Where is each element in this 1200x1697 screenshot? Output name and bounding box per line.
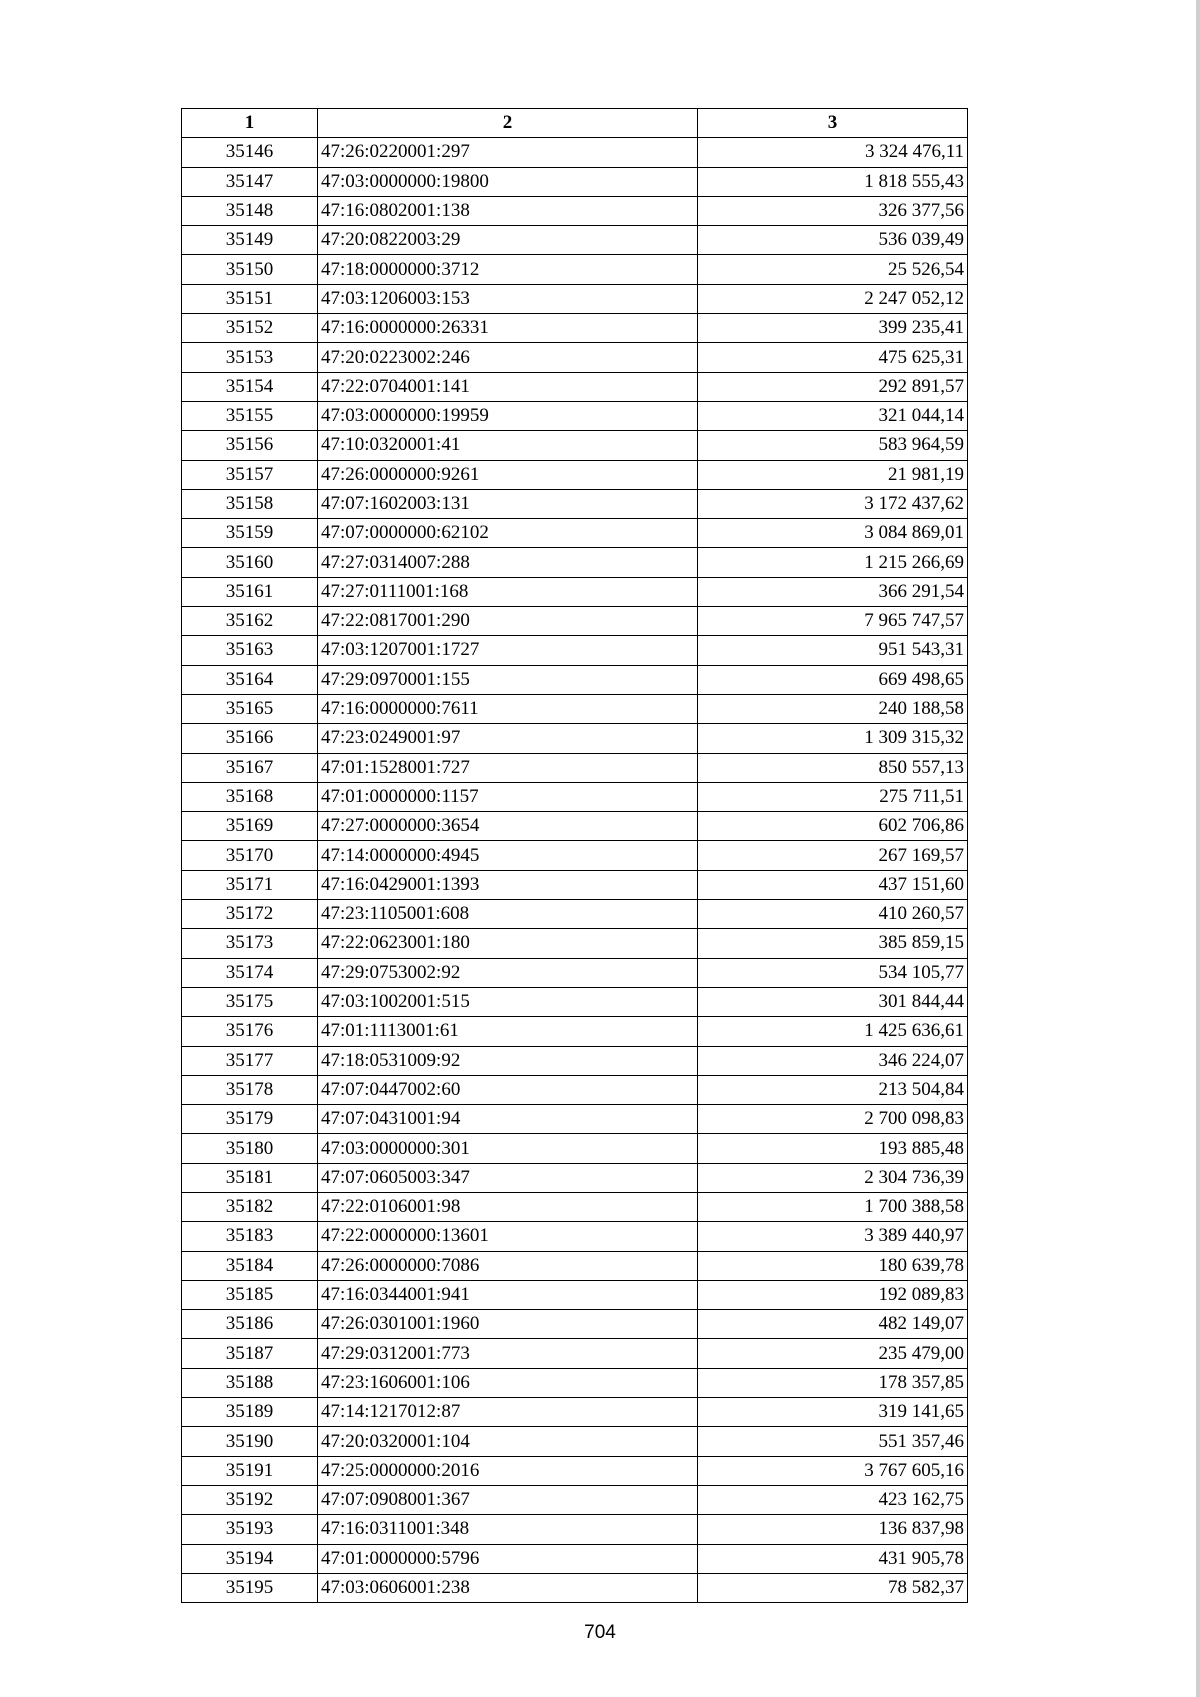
table-row (182, 1485, 968, 1514)
row-number-cell: 35191 (182, 1456, 318, 1485)
table-row (182, 1105, 968, 1134)
row-number-cell: 35156 (182, 431, 318, 460)
table-row (182, 1515, 968, 1544)
cadastral-number-cell: 47:18:0000000:3712 (318, 255, 698, 284)
value-cell: 423 162,75 (698, 1485, 968, 1514)
table-row (182, 870, 968, 899)
cadastral-number-cell: 47:07:0605003:347 (318, 1163, 698, 1192)
cadastral-number-cell: 47:26:0000000:9261 (318, 460, 698, 489)
value-cell: 2 304 736,39 (698, 1163, 968, 1192)
cadastral-number-cell: 47:07:0431001:94 (318, 1105, 698, 1134)
value-cell: 1 425 636,61 (698, 1017, 968, 1046)
value-cell: 3 767 605,16 (698, 1456, 968, 1485)
value-cell: 431 905,78 (698, 1544, 968, 1573)
cadastral-number-cell: 47:27:0111001:168 (318, 577, 698, 606)
row-number-cell: 35190 (182, 1427, 318, 1456)
cadastral-number-cell: 47:20:0223002:246 (318, 343, 698, 372)
cadastral-number-cell: 47:23:0249001:97 (318, 724, 698, 753)
row-number-cell: 35175 (182, 987, 318, 1016)
table-row (182, 929, 968, 958)
table-row (182, 665, 968, 694)
row-number-cell: 35189 (182, 1398, 318, 1427)
value-cell: 1 215 266,69 (698, 548, 968, 577)
value-cell: 7 965 747,57 (698, 607, 968, 636)
row-number-cell: 35180 (182, 1134, 318, 1163)
cadastral-number-cell: 47:18:0531009:92 (318, 1046, 698, 1075)
value-cell: 410 260,57 (698, 900, 968, 929)
column-header-1: 1 (182, 109, 318, 138)
table-row (182, 958, 968, 987)
cadastral-number-cell: 47:22:0106001:98 (318, 1192, 698, 1221)
value-cell: 482 149,07 (698, 1310, 968, 1339)
row-number-cell: 35167 (182, 753, 318, 782)
value-cell: 240 188,58 (698, 694, 968, 723)
column-header-2: 2 (318, 109, 698, 138)
table-row (182, 1222, 968, 1251)
value-cell: 275 711,51 (698, 782, 968, 811)
row-number-cell: 35152 (182, 314, 318, 343)
table-row (182, 841, 968, 870)
table-row (182, 636, 968, 665)
row-number-cell: 35194 (182, 1544, 318, 1573)
value-cell: 3 172 437,62 (698, 489, 968, 518)
value-cell: 319 141,65 (698, 1398, 968, 1427)
row-number-cell: 35155 (182, 401, 318, 430)
value-cell: 301 844,44 (698, 987, 968, 1016)
table-row (182, 401, 968, 430)
table-row (182, 284, 968, 313)
row-number-cell: 35195 (182, 1573, 318, 1602)
cadastral-number-cell: 47:07:1602003:131 (318, 489, 698, 518)
value-cell: 385 859,15 (698, 929, 968, 958)
cadastral-number-cell: 47:22:0623001:180 (318, 929, 698, 958)
row-number-cell: 35178 (182, 1075, 318, 1104)
header-row (182, 109, 968, 138)
row-number-cell: 35165 (182, 694, 318, 723)
table-row (182, 577, 968, 606)
column-header-3: 3 (698, 109, 968, 138)
row-number-cell: 35163 (182, 636, 318, 665)
row-number-cell: 35146 (182, 138, 318, 167)
cadastral-number-cell: 47:14:0000000:4945 (318, 841, 698, 870)
value-cell: 267 169,57 (698, 841, 968, 870)
table-row (182, 724, 968, 753)
table-row (182, 431, 968, 460)
row-number-cell: 35193 (182, 1515, 318, 1544)
row-number-cell: 35177 (182, 1046, 318, 1075)
row-number-cell: 35169 (182, 812, 318, 841)
value-cell: 399 235,41 (698, 314, 968, 343)
row-number-cell: 35161 (182, 577, 318, 606)
row-number-cell: 35182 (182, 1192, 318, 1221)
value-cell: 3 324 476,11 (698, 138, 968, 167)
cadastral-number-cell: 47:03:0000000:19800 (318, 167, 698, 196)
cadastral-number-cell: 47:01:0000000:5796 (318, 1544, 698, 1573)
value-cell: 292 891,57 (698, 372, 968, 401)
row-number-cell: 35157 (182, 460, 318, 489)
row-number-cell: 35184 (182, 1251, 318, 1280)
table-row (182, 372, 968, 401)
value-cell: 536 039,49 (698, 226, 968, 255)
value-cell: 437 151,60 (698, 870, 968, 899)
cadastral-number-cell: 47:16:0344001:941 (318, 1280, 698, 1309)
value-cell: 1 818 555,43 (698, 167, 968, 196)
value-cell: 534 105,77 (698, 958, 968, 987)
row-number-cell: 35173 (182, 929, 318, 958)
cadastral-number-cell: 47:03:1002001:515 (318, 987, 698, 1016)
value-cell: 193 885,48 (698, 1134, 968, 1163)
row-number-cell: 35158 (182, 489, 318, 518)
cadastral-number-cell: 47:01:1528001:727 (318, 753, 698, 782)
value-cell: 583 964,59 (698, 431, 968, 460)
value-cell: 25 526,54 (698, 255, 968, 284)
value-cell: 1 700 388,58 (698, 1192, 968, 1221)
cadastral-number-cell: 47:16:0311001:348 (318, 1515, 698, 1544)
table-row (182, 1251, 968, 1280)
row-number-cell: 35192 (182, 1485, 318, 1514)
row-number-cell: 35148 (182, 196, 318, 225)
table-row (182, 753, 968, 782)
row-number-cell: 35170 (182, 841, 318, 870)
value-cell: 136 837,98 (698, 1515, 968, 1544)
row-number-cell: 35187 (182, 1339, 318, 1368)
cadastral-number-cell: 47:27:0314007:288 (318, 548, 698, 577)
cadastral-number-cell: 47:14:1217012:87 (318, 1398, 698, 1427)
row-number-cell: 35172 (182, 900, 318, 929)
cadastral-number-cell: 47:25:0000000:2016 (318, 1456, 698, 1485)
row-number-cell: 35154 (182, 372, 318, 401)
table-row (182, 782, 968, 811)
table-row (182, 226, 968, 255)
table-row (182, 900, 968, 929)
row-number-cell: 35159 (182, 519, 318, 548)
cadastral-number-cell: 47:03:1206003:153 (318, 284, 698, 313)
cadastral-number-cell: 47:20:0822003:29 (318, 226, 698, 255)
row-number-cell: 35176 (182, 1017, 318, 1046)
value-cell: 366 291,54 (698, 577, 968, 606)
table-row (182, 1280, 968, 1309)
table-row (182, 1398, 968, 1427)
cadastral-number-cell: 47:20:0320001:104 (318, 1427, 698, 1456)
cadastral-number-cell: 47:22:0704001:141 (318, 372, 698, 401)
value-cell: 475 625,31 (698, 343, 968, 372)
table-row (182, 138, 968, 167)
row-number-cell: 35160 (182, 548, 318, 577)
value-cell: 3 084 869,01 (698, 519, 968, 548)
cadastral-number-cell: 47:22:0000000:13601 (318, 1222, 698, 1251)
table-row (182, 1368, 968, 1397)
row-number-cell: 35153 (182, 343, 318, 372)
cadastral-number-cell: 47:16:0802001:138 (318, 196, 698, 225)
value-cell: 551 357,46 (698, 1427, 968, 1456)
cadastral-number-cell: 47:01:1113001:61 (318, 1017, 698, 1046)
table-row (182, 1573, 968, 1602)
table-row (182, 460, 968, 489)
value-cell: 326 377,56 (698, 196, 968, 225)
cadastral-number-cell: 47:03:1207001:1727 (318, 636, 698, 665)
table-row (182, 314, 968, 343)
table-row (182, 1544, 968, 1573)
value-cell: 192 089,83 (698, 1280, 968, 1309)
row-number-cell: 35147 (182, 167, 318, 196)
table-row (182, 519, 968, 548)
cadastral-number-cell: 47:27:0000000:3654 (318, 812, 698, 841)
value-cell: 180 639,78 (698, 1251, 968, 1280)
table-row (182, 548, 968, 577)
value-cell: 178 357,85 (698, 1368, 968, 1397)
row-number-cell: 35168 (182, 782, 318, 811)
value-cell: 213 504,84 (698, 1075, 968, 1104)
cadastral-number-cell: 47:29:0753002:92 (318, 958, 698, 987)
value-cell: 602 706,86 (698, 812, 968, 841)
table-row (182, 1046, 968, 1075)
row-number-cell: 35164 (182, 665, 318, 694)
row-number-cell: 35186 (182, 1310, 318, 1339)
table-row (182, 1134, 968, 1163)
cadastral-number-cell: 47:01:0000000:1157 (318, 782, 698, 811)
cadastral-number-cell: 47:23:1105001:608 (318, 900, 698, 929)
row-number-cell: 35179 (182, 1105, 318, 1134)
table-body (182, 138, 968, 1603)
row-number-cell: 35185 (182, 1280, 318, 1309)
value-cell: 951 543,31 (698, 636, 968, 665)
row-number-cell: 35151 (182, 284, 318, 313)
table-row (182, 1427, 968, 1456)
table-row (182, 694, 968, 723)
table-row (182, 1075, 968, 1104)
cadastral-number-cell: 47:07:0000000:62102 (318, 519, 698, 548)
table-row (182, 1017, 968, 1046)
table-row (182, 196, 968, 225)
value-cell: 669 498,65 (698, 665, 968, 694)
value-cell: 3 389 440,97 (698, 1222, 968, 1251)
value-cell: 2 247 052,12 (698, 284, 968, 313)
table-header (182, 109, 968, 138)
row-number-cell: 35174 (182, 958, 318, 987)
cadastral-number-cell: 47:29:0970001:155 (318, 665, 698, 694)
cadastral-number-cell: 47:26:0000000:7086 (318, 1251, 698, 1280)
table-row (182, 1456, 968, 1485)
cadastral-number-cell: 47:10:0320001:41 (318, 431, 698, 460)
value-cell: 1 309 315,32 (698, 724, 968, 753)
cadastral-number-cell: 47:07:0908001:367 (318, 1485, 698, 1514)
cadastral-number-cell: 47:03:0606001:238 (318, 1573, 698, 1602)
cadastral-number-cell: 47:16:0000000:26331 (318, 314, 698, 343)
cadastral-number-cell: 47:26:0301001:1960 (318, 1310, 698, 1339)
row-number-cell: 35150 (182, 255, 318, 284)
cadastral-number-cell: 47:22:0817001:290 (318, 607, 698, 636)
table-row (182, 1192, 968, 1221)
data-table (181, 108, 968, 1603)
row-number-cell: 35162 (182, 607, 318, 636)
value-cell: 78 582,37 (698, 1573, 968, 1602)
cadastral-number-cell: 47:03:0000000:19959 (318, 401, 698, 430)
value-cell: 235 479,00 (698, 1339, 968, 1368)
table-row (182, 607, 968, 636)
table-row (182, 1339, 968, 1368)
table-row (182, 1310, 968, 1339)
row-number-cell: 35181 (182, 1163, 318, 1192)
table-row (182, 489, 968, 518)
cadastral-number-cell: 47:07:0447002:60 (318, 1075, 698, 1104)
row-number-cell: 35171 (182, 870, 318, 899)
table-row (182, 987, 968, 1016)
cadastral-number-cell: 47:16:0000000:7611 (318, 694, 698, 723)
page-number: 704 (584, 1622, 616, 1643)
table-row (182, 343, 968, 372)
table-row (182, 255, 968, 284)
cadastral-number-cell: 47:23:1606001:106 (318, 1368, 698, 1397)
table-row (182, 167, 968, 196)
cadastral-number-cell: 47:16:0429001:1393 (318, 870, 698, 899)
value-cell: 2 700 098,83 (698, 1105, 968, 1134)
value-cell: 21 981,19 (698, 460, 968, 489)
table-row (182, 812, 968, 841)
row-number-cell: 35149 (182, 226, 318, 255)
value-cell: 850 557,13 (698, 753, 968, 782)
row-number-cell: 35188 (182, 1368, 318, 1397)
value-cell: 346 224,07 (698, 1046, 968, 1075)
row-number-cell: 35166 (182, 724, 318, 753)
cadastral-number-cell: 47:03:0000000:301 (318, 1134, 698, 1163)
row-number-cell: 35183 (182, 1222, 318, 1251)
cadastral-number-cell: 47:26:0220001:297 (318, 138, 698, 167)
cadastral-number-cell: 47:29:0312001:773 (318, 1339, 698, 1368)
page-edge (1196, 0, 1200, 1697)
value-cell: 321 044,14 (698, 401, 968, 430)
table-row (182, 1163, 968, 1192)
